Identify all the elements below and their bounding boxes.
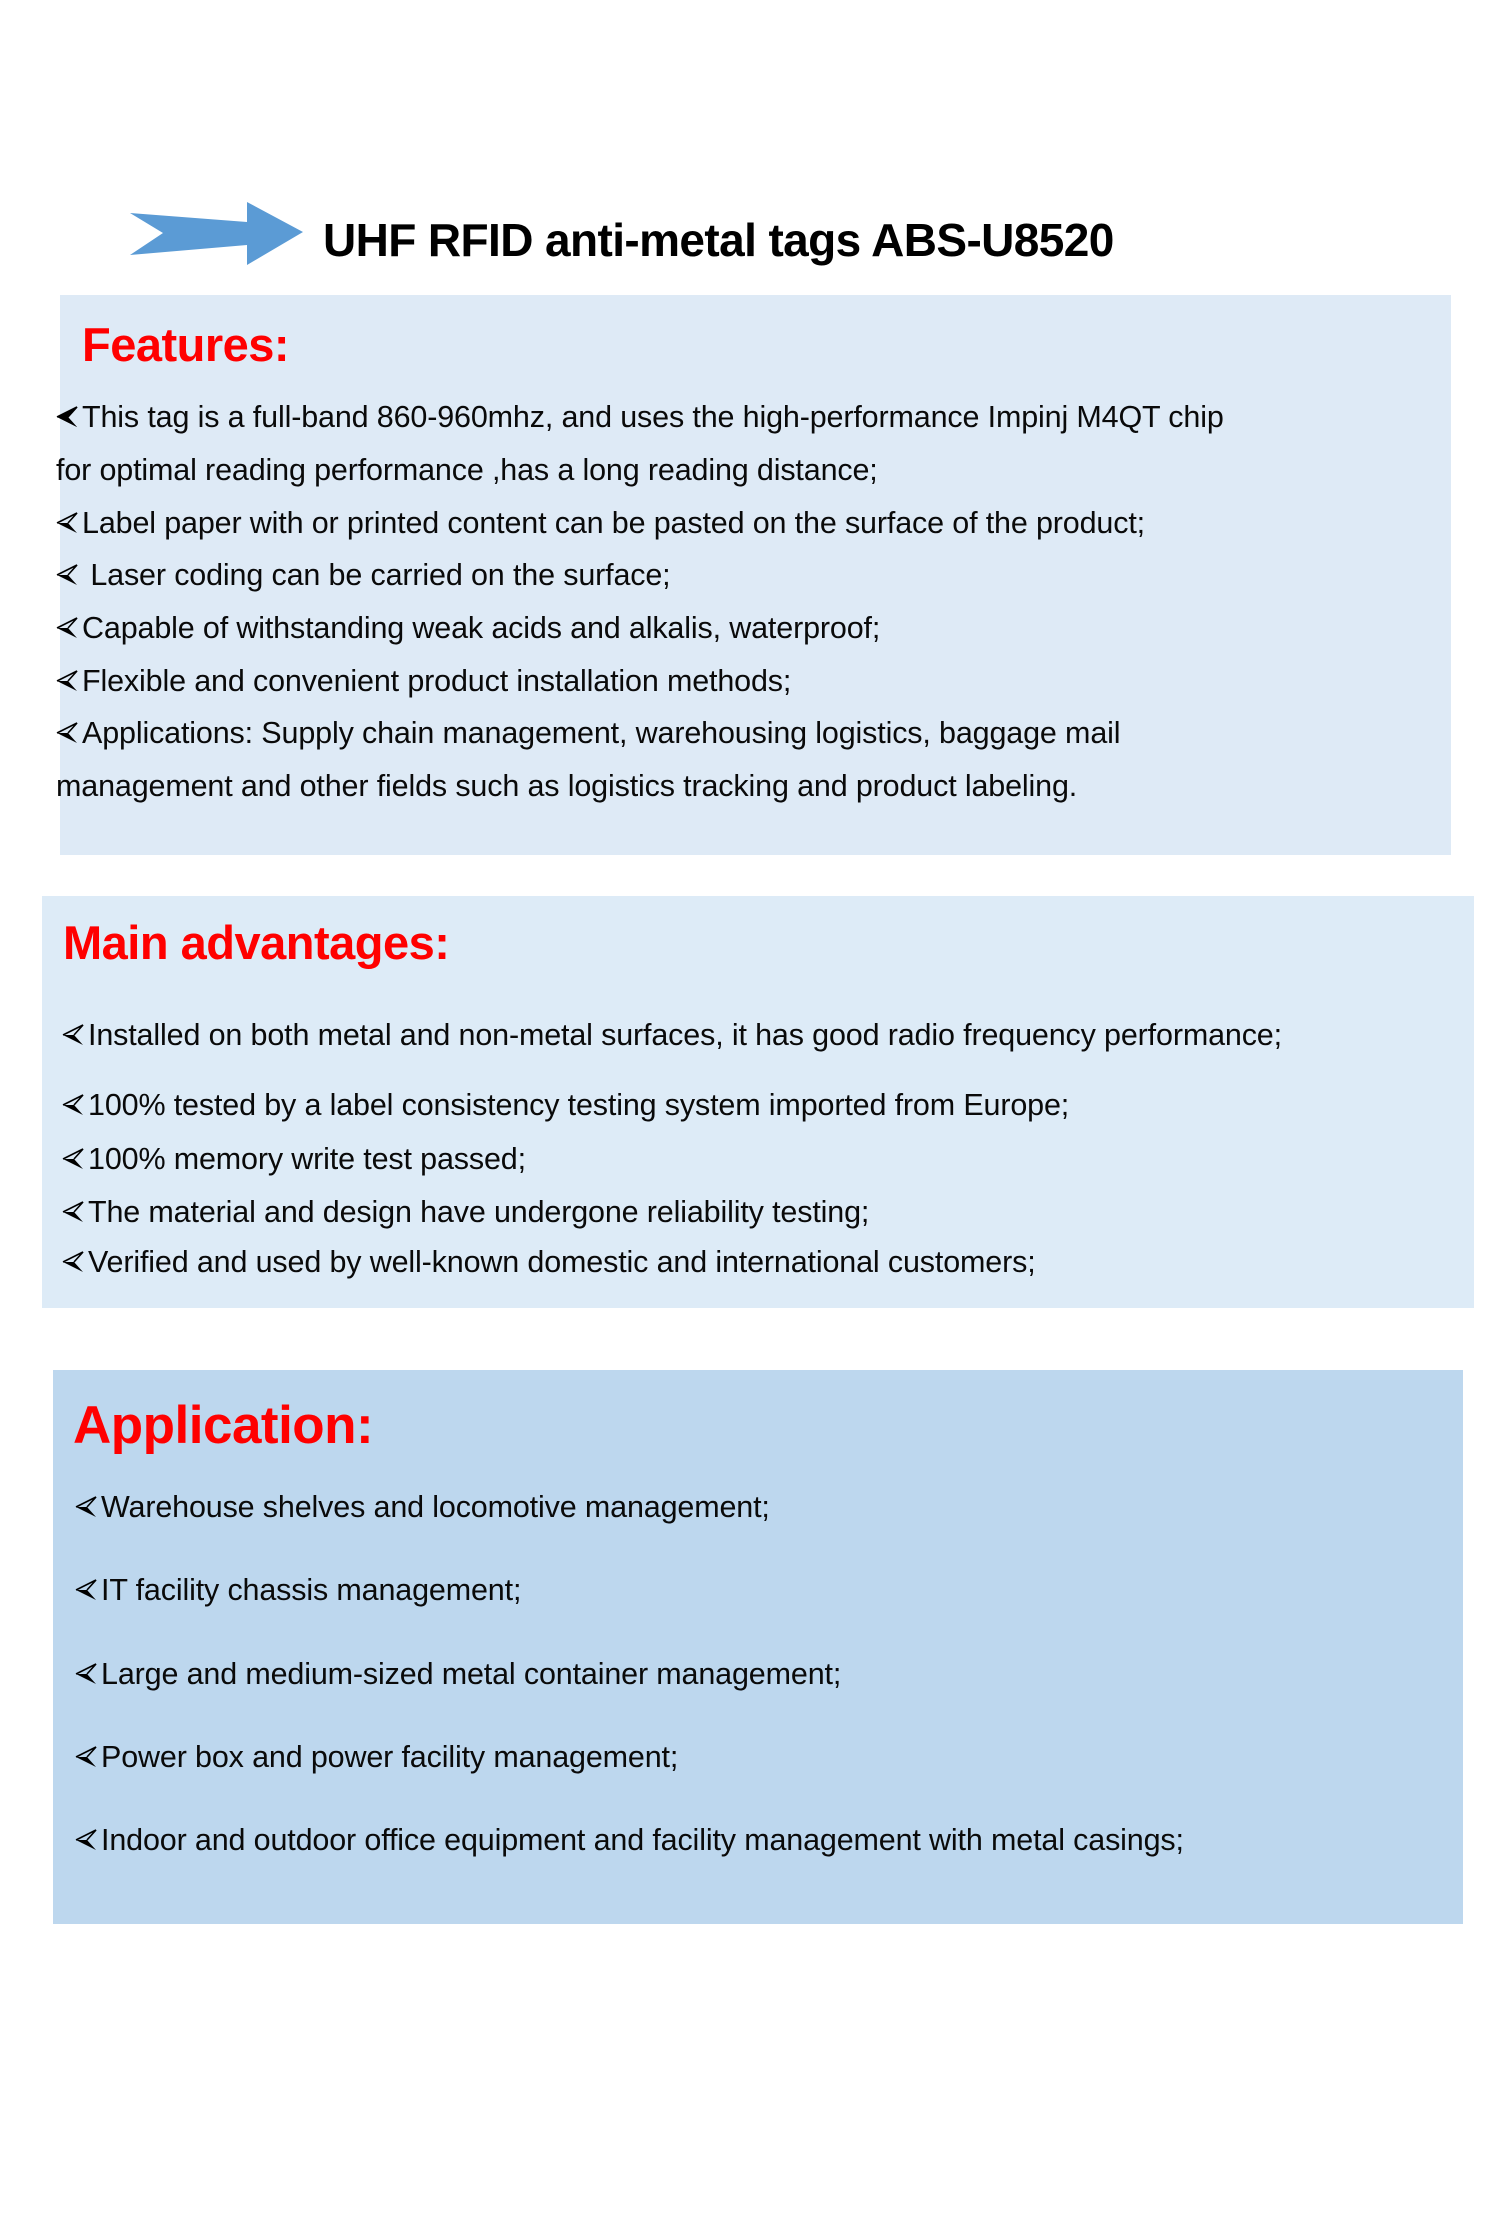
left-arrowhead-icon xyxy=(75,1829,99,1851)
left-arrowhead-icon xyxy=(56,670,80,692)
features-line-text: This tag is a full-band 860-960mhz, and uses the high-performance Impinj M4QT chip xyxy=(82,400,1224,434)
features-line xyxy=(56,556,671,594)
left-arrowhead-icon xyxy=(62,1251,86,1273)
left-arrowhead-icon xyxy=(56,406,80,428)
advantages-line-text: The material and design have undergone reliability testing; xyxy=(88,1195,870,1229)
application-line xyxy=(75,1571,521,1609)
right-arrow-icon xyxy=(128,200,306,268)
features-panel xyxy=(56,295,1451,855)
left-arrowhead-icon xyxy=(56,722,80,744)
advantages-line-text: 100% tested by a label consistency testing system imported from Europe; xyxy=(88,1088,1070,1122)
features-line-text: Capable of withstanding weak acids and alkalis, waterproof; xyxy=(82,611,881,645)
application-line-text: Indoor and outdoor office equipment and facility management with metal casings; xyxy=(101,1823,1184,1857)
features-line xyxy=(56,767,1077,805)
application-line-text: Warehouse shelves and locomotive management; xyxy=(101,1490,770,1524)
advantages-panel xyxy=(42,896,1474,1308)
advantages-line xyxy=(62,1086,1069,1124)
left-arrowhead-icon xyxy=(75,1579,99,1601)
features-line xyxy=(56,451,878,489)
features-line xyxy=(56,662,791,700)
left-arrowhead-icon xyxy=(56,512,80,534)
advantages-line xyxy=(62,1016,1282,1054)
application-line-text: Large and medium-sized metal container management; xyxy=(101,1657,842,1691)
advantages-line-text: Installed on both metal and non-metal surfaces, it has good radio frequency performance; xyxy=(88,1018,1282,1052)
features-line-text: management and other fields such as logistics tracking and product labeling. xyxy=(56,769,1078,803)
features-line xyxy=(56,609,880,647)
application-panel xyxy=(53,1370,1463,1924)
advantages-line xyxy=(62,1140,526,1178)
features-line-text: for optimal reading performance ,has a long reading distance; xyxy=(56,453,878,487)
features-line-text: Applications: Supply chain management, warehousing logistics, baggage mail xyxy=(82,716,1121,750)
advantages-line xyxy=(62,1243,1036,1281)
application-line xyxy=(75,1738,678,1776)
left-arrowhead-icon xyxy=(62,1148,86,1170)
application-line xyxy=(75,1821,1184,1859)
application-line-text: Power box and power facility management; xyxy=(101,1740,679,1774)
left-arrowhead-icon xyxy=(75,1663,99,1685)
left-arrowhead-icon xyxy=(62,1201,86,1223)
advantages-line-text: 100% memory write test passed; xyxy=(88,1142,526,1176)
left-arrowhead-icon xyxy=(62,1024,86,1046)
application-line xyxy=(75,1655,841,1693)
features-line xyxy=(56,398,1224,436)
features-line xyxy=(56,504,1145,542)
advantages-line xyxy=(62,1193,869,1231)
left-arrowhead-icon xyxy=(75,1496,99,1518)
application-heading: Application: xyxy=(73,1396,374,1455)
features-line-text: Laser coding can be carried on the surface; xyxy=(82,558,671,592)
advantages-line-text: Verified and used by well-known domestic and international customers; xyxy=(88,1245,1036,1279)
advantages-heading: Main advantages: xyxy=(63,916,450,969)
features-heading: Features: xyxy=(82,318,290,371)
application-line xyxy=(75,1488,770,1526)
page-title: UHF RFID anti-metal tags ABS-U8520 xyxy=(323,214,1114,266)
left-arrowhead-icon xyxy=(56,617,80,639)
left-arrowhead-icon xyxy=(56,564,80,586)
features-line xyxy=(56,714,1120,752)
application-line-text: IT facility chassis management; xyxy=(101,1573,522,1607)
left-arrowhead-icon xyxy=(75,1746,99,1768)
features-line-text: Label paper with or printed content can be pasted on the surface of the product; xyxy=(82,506,1145,540)
left-arrowhead-icon xyxy=(62,1094,86,1116)
features-line-text: Flexible and convenient product installation methods; xyxy=(82,664,792,698)
